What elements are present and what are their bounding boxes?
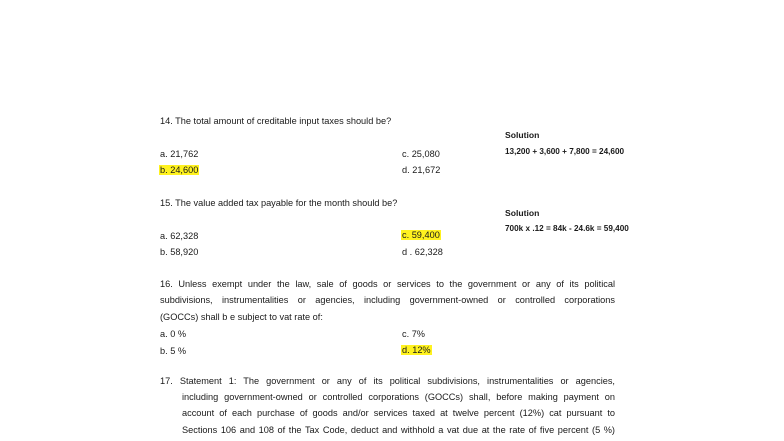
q16-line-2: subdivisions, instrumentalities or agencies, including government-owned or controlled corporations — [160, 295, 615, 306]
q14-choice-d: d. 21,672 — [402, 165, 441, 175]
q17-line-2: including government-owned or controlled corporations (GOCCs) shall, before making payment on — [182, 392, 615, 402]
q15-solution-label: Solution — [505, 208, 540, 218]
q16-choice-c: c. 7% — [402, 329, 425, 339]
q15-choice-a: a. 62,328 — [160, 231, 199, 241]
q15-choice-c-highlighted: c. 59,400 — [402, 230, 440, 240]
q16-choice-a: a. 0 % — [160, 329, 187, 339]
q14-question: 14. The total amount of creditable input taxes should be? — [160, 116, 392, 126]
q15-choice-d: d . 62,328 — [402, 247, 443, 257]
q17-line-3: account of each purchase of goods and/or services taxed at twelve percent (12%) cat pursuant to — [182, 408, 615, 419]
q14-choice-c: c. 25,080 — [402, 149, 440, 159]
q16-choice-d-highlighted: d. 12% — [402, 345, 431, 355]
q17-line-4: Sections 106 and 108 of the Tax Code, deduct and withhold a vat due at the rate of five percent (5 %) — [182, 424, 615, 435]
q16-line-3: (GOCCs) shall b e subject to vat rate of: — [160, 311, 323, 322]
q14-choice-b-highlighted: b. 24,600 — [160, 165, 199, 175]
q15-question: 15. The value added tax payable for the month should be? — [160, 198, 398, 208]
q17-line-1: 17. Statement 1: The government or any of its political subdivisions, instrumentalities or agencies, — [160, 376, 615, 386]
q16-line-1: 16. Unless exempt under the law, sale of goods or services to the government or any of its political — [160, 279, 615, 289]
q16-choice-b: b. 5 % — [160, 346, 187, 356]
q15-choice-b: b. 58,920 — [160, 247, 199, 257]
q17-statement-first-line — [160, 373, 615, 389]
q17-statement-body — [182, 389, 615, 438]
q16-question — [160, 276, 615, 325]
q14-choice-a: a. 21,762 — [160, 149, 199, 159]
q14-solution-label: Solution — [505, 130, 540, 140]
q14-solution-text: 13,200 + 3,600 + 7,800 = 24,600 — [505, 147, 625, 156]
q15-solution-text: 700k x .12 = 84k - 24.6k = 59,400 — [505, 224, 629, 233]
